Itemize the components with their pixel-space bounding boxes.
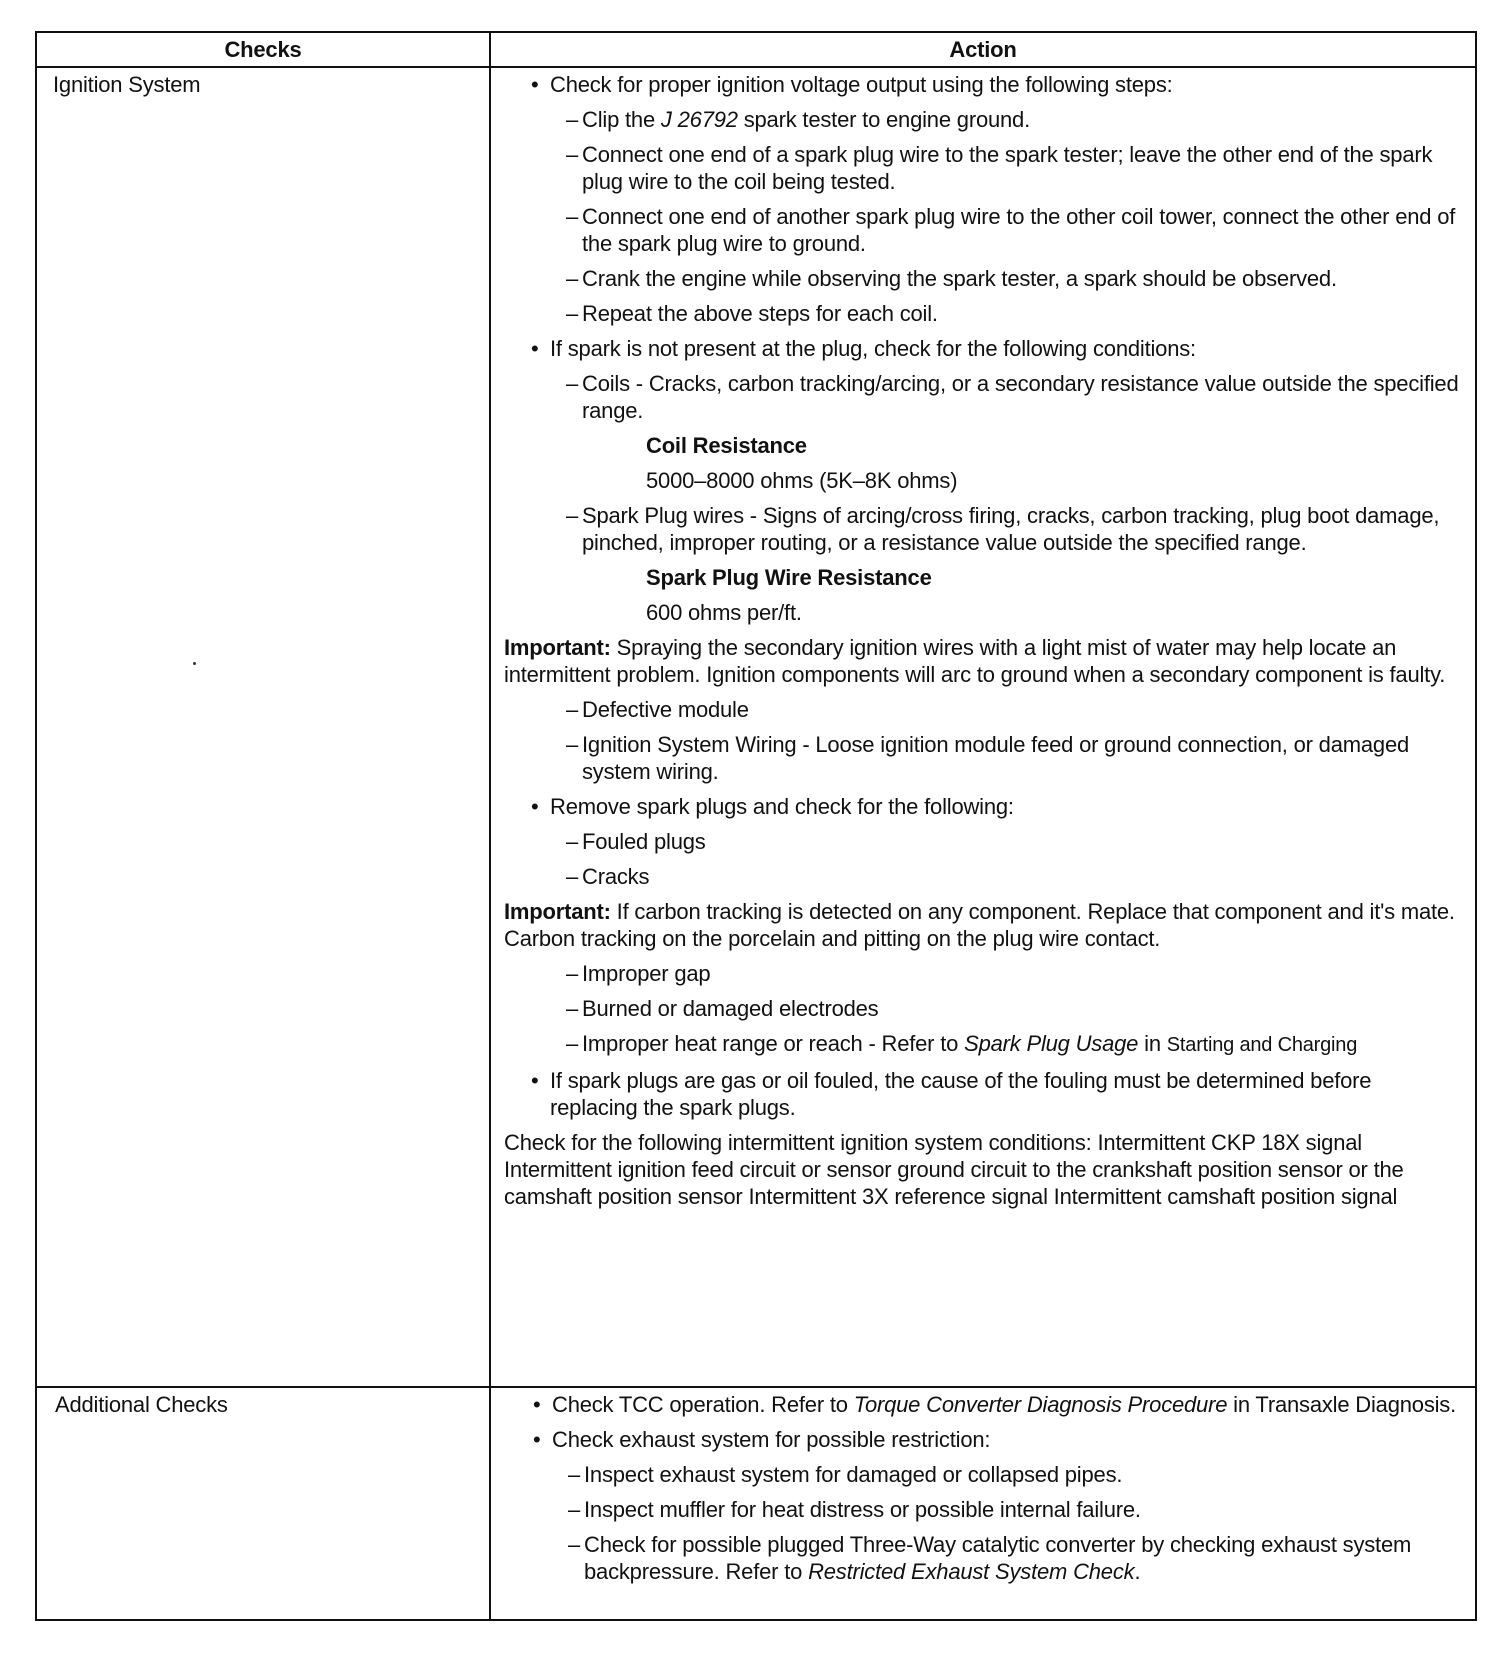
text-segment: . [1134, 1559, 1141, 1584]
para-item [493, 898, 1463, 952]
text-segment: Improper heat range or reach - Refer to [582, 1031, 965, 1056]
text-segment: Defective module [582, 697, 749, 722]
text-segment: Improper gap [582, 961, 711, 986]
dash-item [493, 141, 1463, 195]
text-segment: Connect one end of a spark plug wire to the spark tester; leave the other end of the spark plug wire to the coil being tested. [582, 142, 1433, 194]
dash-item [493, 863, 1463, 890]
text-segment: 5000–8000 ohms (5K–8K ohms) [646, 468, 958, 493]
para-item [493, 634, 1463, 688]
text-segment: Check TCC operation. Refer to [552, 1392, 854, 1417]
text-segment: Burned or damaged electrodes [582, 996, 879, 1021]
text-segment: spark tester to engine ground. [737, 107, 1031, 132]
text-segment: Check for the following intermittent ignition system conditions: Intermittent CKP 18X signal Intermittent ignition feed circuit or sensor ground circuit to the crankshaft position sensor or the camshaft position sensor Intermittent 3X reference signal Intermittent camshaft position signal [504, 1130, 1404, 1209]
text-segment: in [1138, 1031, 1167, 1056]
text-segment: Fouled plugs [582, 829, 706, 854]
bullet-item [493, 1067, 1463, 1121]
dash-item [495, 1531, 1465, 1585]
dash-item [493, 960, 1463, 987]
text-segment: Repeat the above steps for each coil. [582, 301, 938, 326]
bullet-item [493, 71, 1463, 98]
text-segment: 600 ohms per/ft. [646, 600, 802, 625]
header-action: Action [949, 37, 1017, 62]
para-item [493, 1129, 1463, 1210]
dash-item [495, 1496, 1465, 1523]
text-segment: Inspect exhaust system for damaged or collapsed pipes. [584, 1462, 1123, 1487]
text-segment: Ignition System Wiring - Loose ignition module feed or ground connection, or damaged system wiring. [582, 732, 1410, 784]
spec-item [493, 467, 1463, 494]
text-segment: Spraying the secondary ignition wires with a light mist of water may help locate an intermittent problem. Ignition components will arc to ground when a secondary component is faulty. [504, 635, 1446, 687]
check-additional-checks: Additional Checks [55, 1392, 228, 1417]
dash-item [493, 370, 1463, 424]
text-segment: Starting and Charging [1166, 1034, 1358, 1056]
dash-item [493, 265, 1463, 292]
checks-action-table [35, 31, 1477, 1621]
text-segment: Connect one end of another spark plug wire to the other coil tower, connect the other end of the spark plug wire to ground. [582, 204, 1456, 256]
check-ignition-system: Ignition System [53, 72, 201, 97]
bullet-item [495, 1426, 1465, 1453]
text-segment: Check for proper ignition voltage output using the following steps: [550, 72, 1173, 97]
text-segment: Coils - Cracks, carbon tracking/arcing, or a secondary resistance value outside the specified range. [582, 371, 1459, 423]
text-segment: If carbon tracking is detected on any component. Replace that component and it's mate. Carbon tracking on the porcelain and pitting on the plug wire contact. [504, 899, 1455, 951]
text-segment: Torque Converter Diagnosis Procedure [853, 1392, 1228, 1417]
text-segment: Spark Plug Usage [964, 1031, 1139, 1056]
text-segment: If spark is not present at the plug, check for the following conditions: [550, 336, 1196, 361]
text-segment: Restricted Exhaust System Check [808, 1559, 1135, 1584]
text-segment: If spark plugs are gas or oil fouled, the cause of the fouling must be determined before replacing the spark plugs. [550, 1068, 1372, 1120]
text-segment: Crank the engine while observing the spark tester, a spark should be observed. [582, 266, 1337, 291]
dash-item [495, 1461, 1465, 1488]
action-additional-checks [495, 1391, 1465, 1593]
text-segment: Check for possible plugged Three-Way catalytic converter by checking exhaust system backpressure. Refer to [584, 1532, 1412, 1584]
stray-dot [193, 662, 196, 665]
dash-item [493, 995, 1463, 1022]
text-segment: Clip the [582, 107, 661, 132]
text-segment: Important: [504, 899, 611, 924]
header-checks: Checks [224, 37, 302, 62]
text-segment: Remove spark plugs and check for the following: [550, 794, 1014, 819]
spec-item [493, 432, 1463, 459]
text-segment: Important: [504, 635, 611, 660]
text-segment: Spark Plug Wire Resistance [646, 565, 932, 590]
bullet-item [493, 793, 1463, 820]
text-segment: in Transaxle Diagnosis. [1227, 1392, 1457, 1417]
spec-item [493, 564, 1463, 591]
dash-item [493, 300, 1463, 327]
text-segment: Coil Resistance [646, 433, 807, 458]
action-ignition-system [493, 71, 1463, 1218]
text-segment: J 26792 [660, 107, 738, 132]
text-segment: Check exhaust system for possible restriction: [552, 1427, 991, 1452]
dash-item [493, 502, 1463, 556]
dash-item [493, 696, 1463, 723]
dash-item [493, 106, 1463, 133]
text-segment: Inspect muffler for heat distress or possible internal failure. [584, 1497, 1141, 1522]
column-divider [489, 33, 491, 1619]
spec-item [493, 599, 1463, 626]
bullet-item [493, 335, 1463, 362]
dash-item [493, 1030, 1463, 1059]
text-segment: Spark Plug wires - Signs of arcing/cross firing, cracks, carbon tracking, plug boot damage, pinched, improper routing, or a resistance value outside the specified range. [582, 503, 1440, 555]
dash-item [493, 828, 1463, 855]
bullet-item [495, 1391, 1465, 1418]
row-divider [37, 1386, 1475, 1388]
dash-item [493, 203, 1463, 257]
dash-item [493, 731, 1463, 785]
text-segment: Cracks [582, 864, 650, 889]
